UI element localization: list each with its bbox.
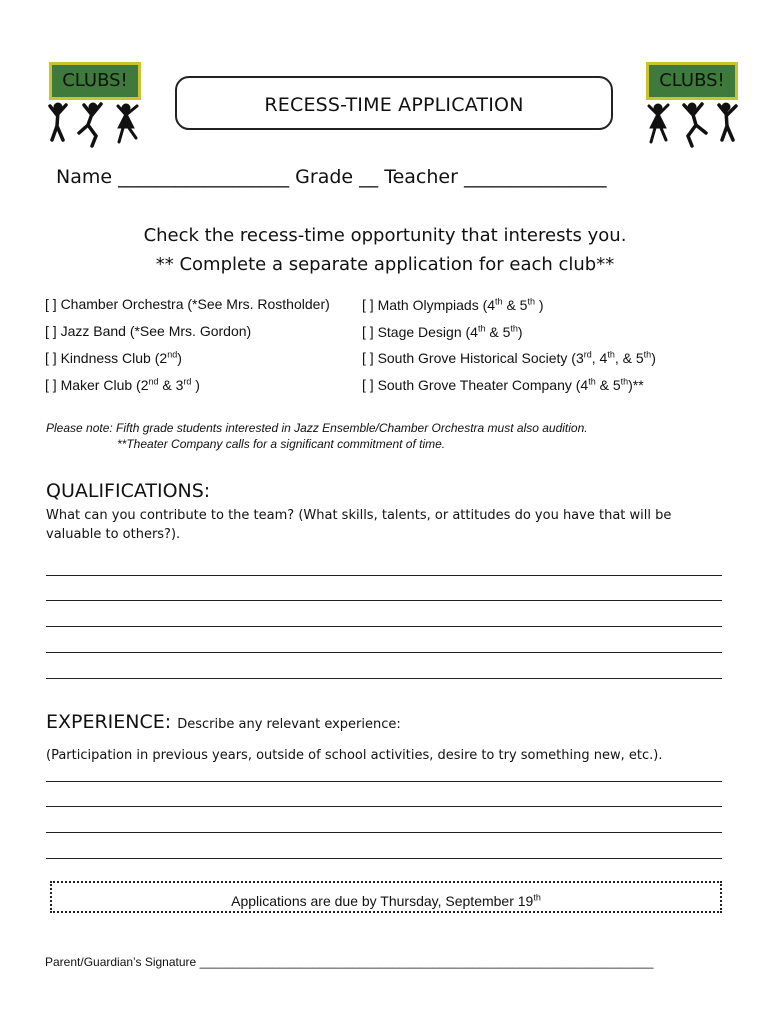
instructions-line-1: Check the recess-time opportunity that interests you. xyxy=(143,225,627,246)
club-label: Stage Design (4th & 5th) xyxy=(377,323,523,340)
checkbox[interactable]: [ ] xyxy=(45,323,57,339)
clubs-sign-left-text: CLUBS! xyxy=(62,70,128,91)
qualifications-answer-line[interactable] xyxy=(46,575,722,576)
experience-answer-line[interactable] xyxy=(46,858,722,859)
checkbox[interactable]: [ ] xyxy=(362,323,374,340)
teacher-field[interactable]: _______________ xyxy=(463,166,607,188)
title-box xyxy=(175,76,613,130)
club-option-math-olympiads[interactable] xyxy=(362,296,544,313)
club-label: Math Olympiads (4th & 5th ) xyxy=(377,296,544,313)
qualifications-heading: QUALIFICATIONS: xyxy=(46,480,211,502)
club-label: South Grove Historical Society (3rd, 4th, & 5th) xyxy=(377,349,656,366)
student-info-row xyxy=(56,166,606,188)
experience-heading-row xyxy=(46,711,401,733)
club-option-historical-society[interactable] xyxy=(362,349,656,366)
name-label: Name xyxy=(56,166,113,188)
signature-label: Parent/Guardian’s Signature xyxy=(45,955,197,969)
page-title: RECESS-TIME APPLICATION xyxy=(264,94,524,116)
qualifications-answer-line[interactable] xyxy=(46,600,722,601)
grade-field[interactable]: __ xyxy=(359,166,379,188)
club-label: South Grove Theater Company (4th & 5th)** xyxy=(377,376,644,393)
name-field[interactable]: __________________ xyxy=(118,166,290,188)
checkbox[interactable]: [ ] xyxy=(362,296,374,313)
club-option-jazz-band[interactable] xyxy=(45,323,251,339)
qualifications-answer-line[interactable] xyxy=(46,678,722,679)
experience-prompt-inline: Describe any relevant experience: xyxy=(177,717,401,732)
children-silhouette-left-icon xyxy=(48,100,143,150)
signature-field[interactable]: ____________________________________________________________________ xyxy=(199,955,654,969)
signature-row xyxy=(45,955,653,969)
checkbox[interactable]: [ ] xyxy=(362,376,374,393)
club-option-kindness-club[interactable] xyxy=(45,349,182,366)
qualifications-prompt-2: valuable to others?). xyxy=(46,527,181,542)
qualifications-prompt-1: What can you contribute to the team? (What skills, talents, or attitudes do you have that will be xyxy=(46,508,672,523)
experience-answer-line[interactable] xyxy=(46,781,722,782)
club-label: Maker Club (2nd & 3rd ) xyxy=(60,376,200,393)
experience-answer-line[interactable] xyxy=(46,806,722,807)
due-date-box xyxy=(50,881,722,913)
club-option-theater-company[interactable] xyxy=(362,376,644,393)
experience-heading: EXPERIENCE: xyxy=(46,711,172,733)
clubs-sign-right xyxy=(646,62,738,100)
grade-label: Grade xyxy=(295,166,354,188)
note-theater: **Theater Company calls for a significant commitment of time. xyxy=(117,437,446,451)
teacher-label: Teacher xyxy=(384,166,458,188)
instructions-line-2: ** Complete a separate application for each club** xyxy=(155,254,615,275)
checkbox[interactable]: [ ] xyxy=(45,376,57,393)
experience-answer-line[interactable] xyxy=(46,832,722,833)
checkbox[interactable]: [ ] xyxy=(45,296,57,312)
qualifications-answer-line[interactable] xyxy=(46,652,722,653)
club-label: Kindness Club (2nd) xyxy=(60,349,182,366)
experience-prompt-2: (Participation in previous years, outside of school activities, desire to try something new, etc.). xyxy=(46,748,663,763)
due-date-text: Applications are due by Thursday, September 19th xyxy=(231,892,541,909)
clubs-sign-right-text: CLUBS! xyxy=(659,70,725,91)
children-silhouette-right-icon xyxy=(644,100,739,150)
note-audition: Please note: Fifth grade students interested in Jazz Ensemble/Chamber Orchestra must also audition. xyxy=(46,421,588,435)
club-option-chamber-orchestra[interactable] xyxy=(45,296,330,312)
checkbox[interactable]: [ ] xyxy=(45,349,57,366)
club-label: Chamber Orchestra (*See Mrs. Rostholder) xyxy=(60,296,330,312)
checkbox[interactable]: [ ] xyxy=(362,349,374,366)
club-option-stage-design[interactable] xyxy=(362,323,523,340)
clubs-sign-left xyxy=(49,62,141,100)
club-option-maker-club[interactable] xyxy=(45,376,200,393)
club-label: Jazz Band (*See Mrs. Gordon) xyxy=(60,323,252,339)
qualifications-answer-line[interactable] xyxy=(46,626,722,627)
